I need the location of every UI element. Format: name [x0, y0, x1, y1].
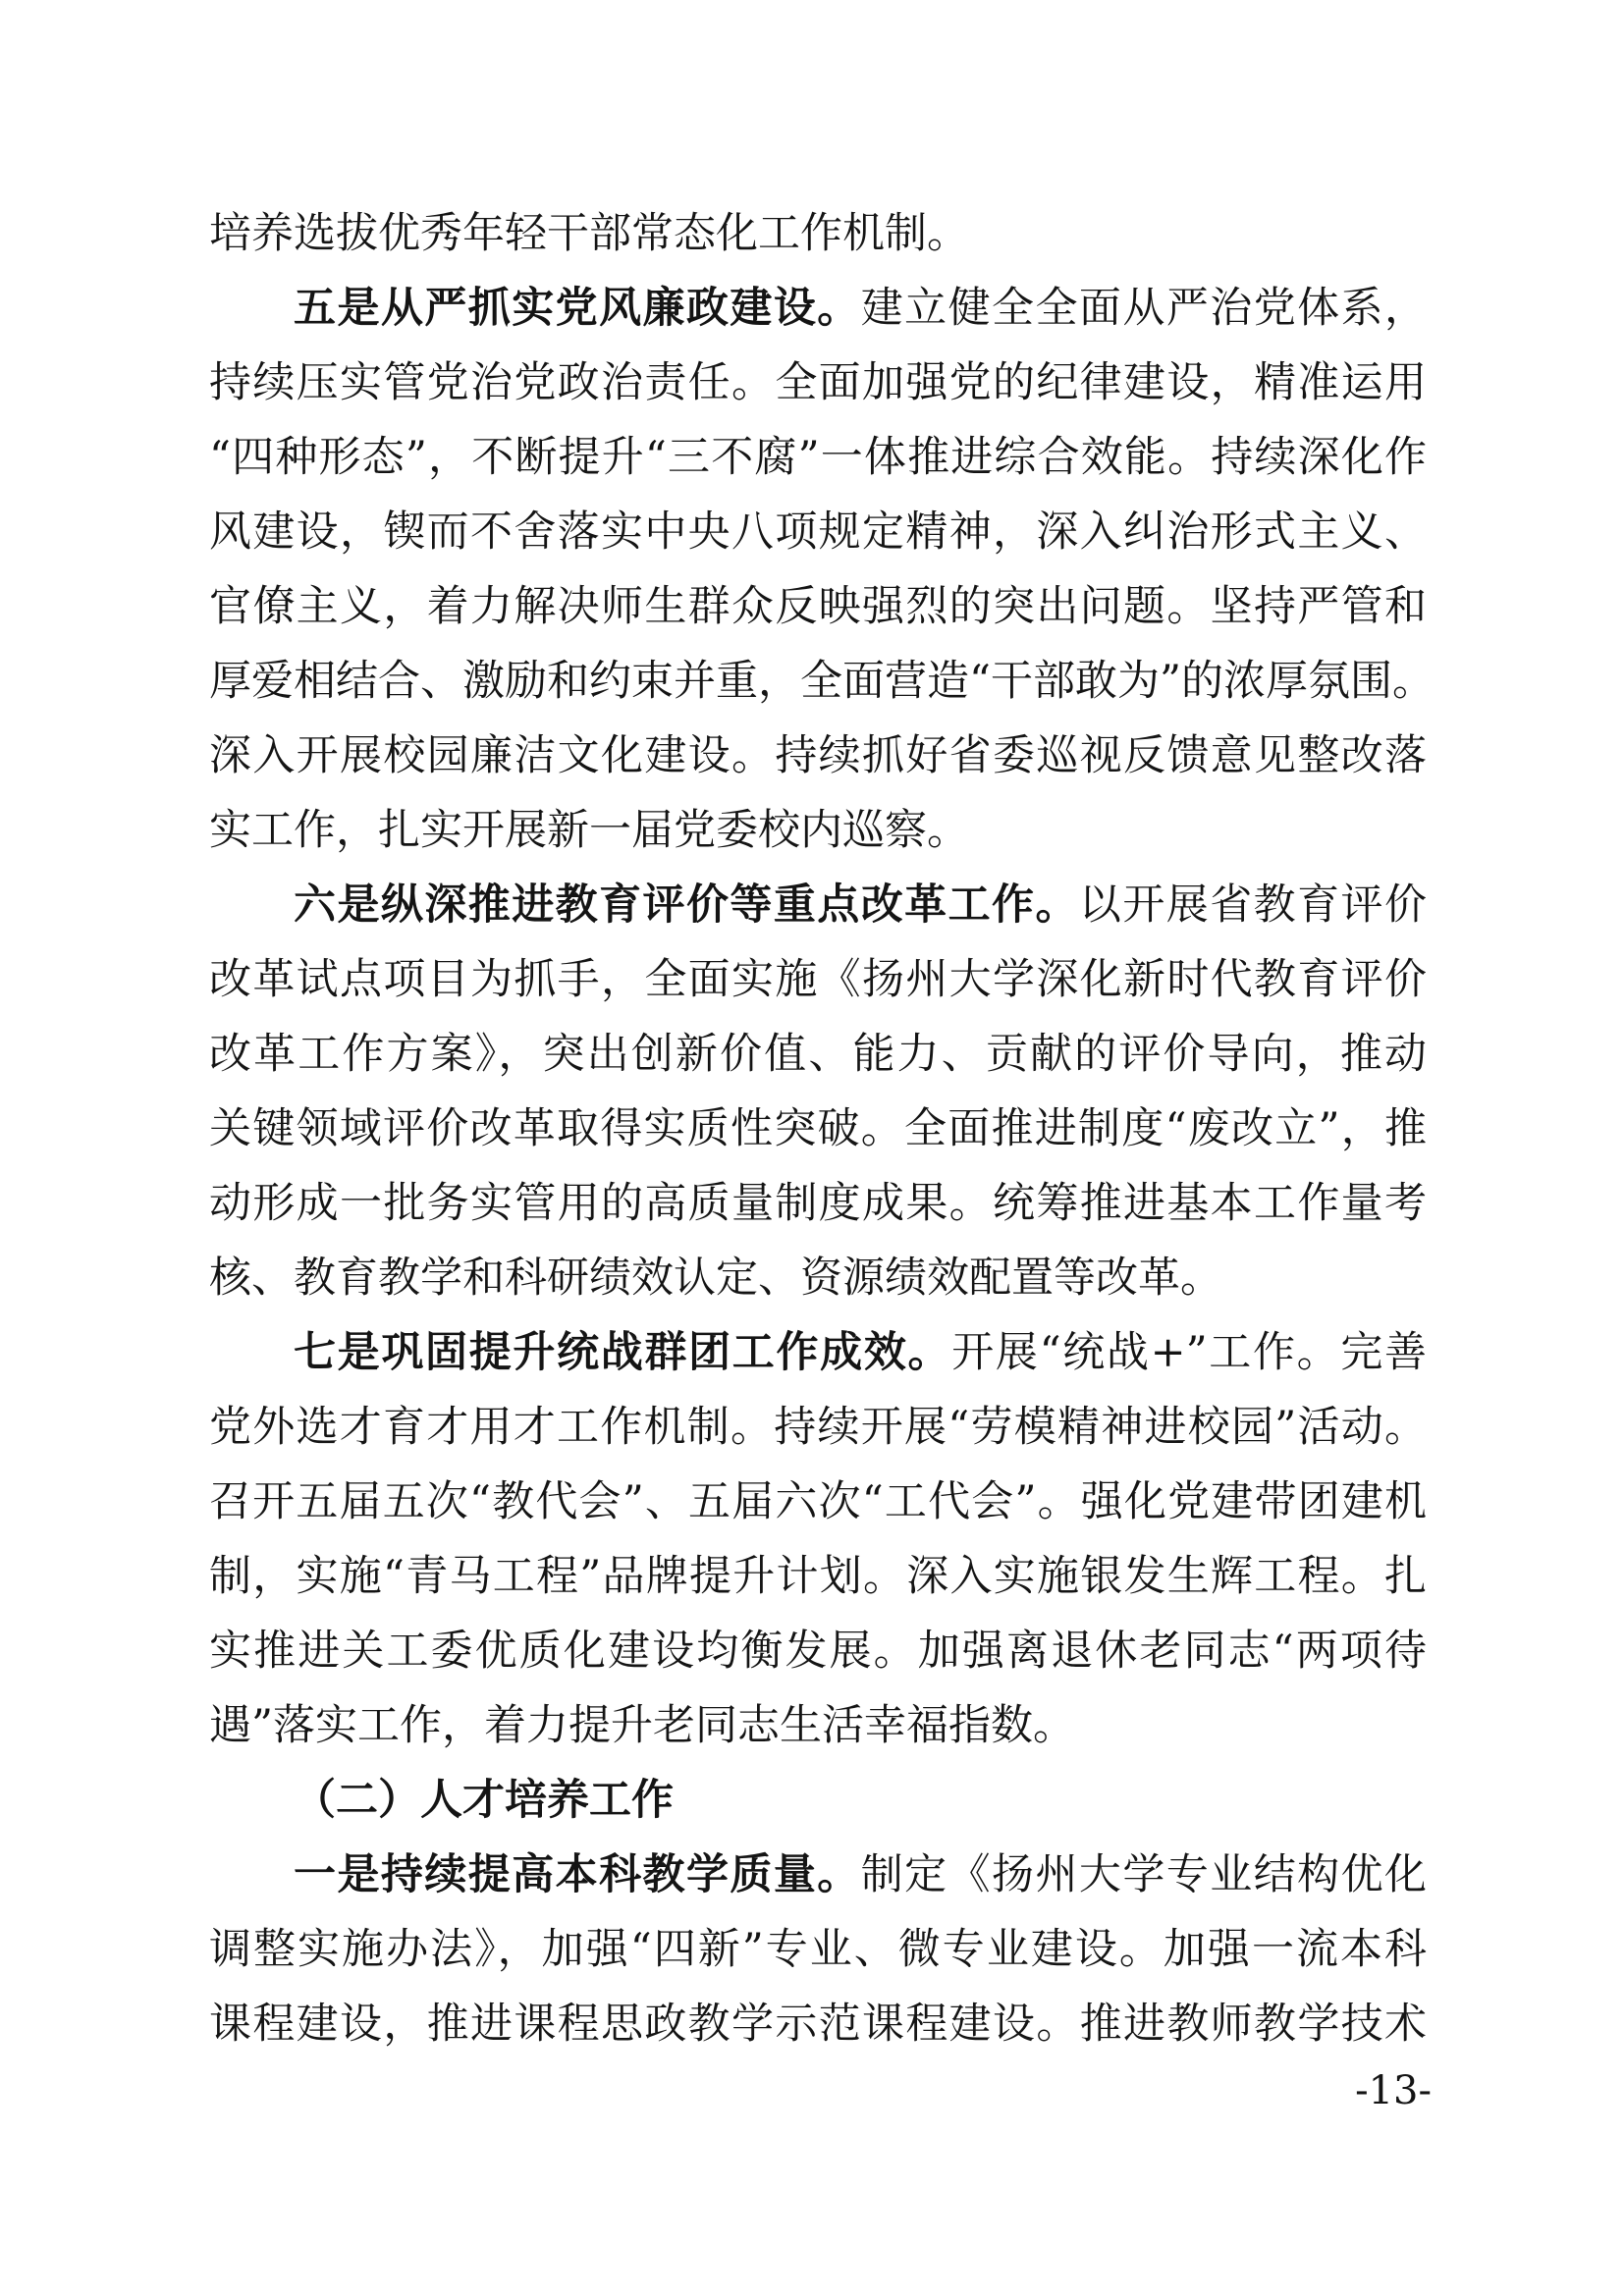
text-line: 召开五届五次“教代会”、五届六次“工代会”。强化党建带团建机	[209, 1477, 1427, 1526]
text-line: “四种形态”，不断提升“三不腐”一体推进综合效能。持续深化作	[209, 433, 1427, 482]
paragraph-heading: 七是巩固提升统战群团工作成效。	[294, 1328, 952, 1377]
text-line: 厚爱相结合、激励和约束并重，全面营造“干部敢为”的浓厚氛围。	[209, 657, 1435, 706]
paragraph-lead-line	[294, 279, 1427, 338]
paragraph-lead-text: 以开展省教育评价	[1078, 881, 1428, 930]
text-line: 核、教育教学和科研绩效认定、资源绩效配置等改革。	[209, 1254, 1222, 1303]
text-line: 培养选拔优秀年轻干部常态化工作机制。	[209, 209, 969, 258]
text-line: 调整实施办法》，加强“四新”专业、微专业建设。加强一流本科	[209, 1925, 1427, 1974]
section-heading: （二）人才培养工作	[294, 1776, 674, 1825]
text-line: 改革工作方案》，突出创新价值、能力、贡献的评价导向，推动	[209, 1030, 1427, 1079]
text-line: 党外选才育才用才工作机制。持续开展“劳模精神进校园”活动。	[209, 1403, 1427, 1452]
paragraph-lead-text: 建立健全全面从严治党体系，	[860, 284, 1428, 333]
text-line: 关键领域评价改革取得实质性突破。全面推进制度“废改立”，推	[209, 1104, 1427, 1153]
paragraph-lead-line	[294, 1845, 1427, 1904]
text-line: 改革试点项目为抓手，全面实施《扬州大学深化新时代教育评价	[209, 955, 1427, 1004]
text-line: 风建设，锲而不舍落实中央八项规定精神，深入纠治形式主义、	[209, 507, 1427, 557]
paragraph-heading: 一是持续提高本科教学质量。	[294, 1850, 861, 1899]
paragraph-lead-text: 制定《扬州大学专业结构优化	[860, 1850, 1428, 1899]
text-line: 官僚主义，着力解决师生群众反映强烈的突出问题。坚持严管和	[209, 582, 1427, 631]
text-line: 实推进关工委优质化建设均衡发展。加强离退休老同志“两项待	[209, 1627, 1427, 1676]
paragraph-lead-line	[294, 876, 1427, 934]
paragraph-heading: 六是纵深推进教育评价等重点改革工作。	[294, 881, 1079, 930]
paragraph-lead-text: 开展“统战+”工作。完善	[951, 1328, 1427, 1377]
text-line: 课程建设，推进课程思政教学示范课程建设。推进教师教学技术	[209, 2000, 1427, 2049]
text-line: 持续压实管党治党政治责任。全面加强党的纪律建设，精准运用	[209, 358, 1427, 407]
text-line: 制，实施“青马工程”品牌提升计划。深入实施银发生辉工程。扎	[209, 1552, 1427, 1601]
text-line: 实工作，扎实开展新一届党委校内巡察。	[209, 806, 969, 855]
text-line: 遇”落实工作，着力提升老同志生活幸福指数。	[209, 1701, 1075, 1750]
paragraph-heading: 五是从严抓实党风廉政建设。	[294, 284, 861, 333]
text-line: 深入开展校园廉洁文化建设。持续抓好省委巡视反馈意见整改落	[209, 731, 1427, 780]
text-line: 动形成一批务实管用的高质量制度成果。统筹推进基本工作量考	[209, 1179, 1427, 1228]
page-number: -13-	[1355, 2068, 1432, 2113]
paragraph-lead-line	[294, 1323, 1427, 1382]
